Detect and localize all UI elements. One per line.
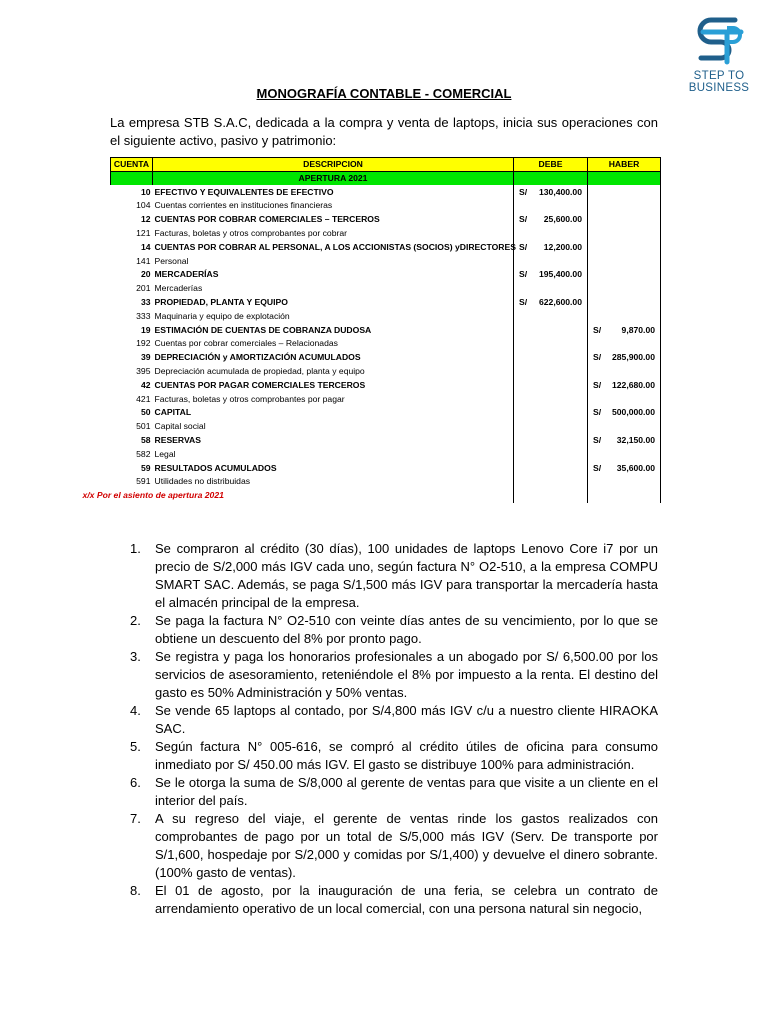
debe-cell — [514, 240, 588, 254]
table-row — [111, 323, 661, 337]
account-code: 42 — [140, 379, 151, 390]
haber-amount: 9,870.00 — [621, 324, 655, 335]
debe-cell — [514, 378, 588, 392]
account-description: Facturas, boletas y otros comprobantes por pagar — [154, 393, 345, 404]
debe-cell — [514, 475, 588, 489]
debe-currency: S/ — [519, 297, 528, 308]
haber-currency: S/ — [593, 435, 602, 446]
haber-cell — [588, 296, 661, 310]
debe-cell — [514, 420, 588, 434]
account-code: 19 — [140, 324, 151, 335]
table-row — [111, 213, 661, 227]
item-number: 4. — [130, 703, 141, 718]
header-cuenta: CUENTA — [111, 158, 153, 172]
document-title: MONOGRAFÍA CONTABLE - COMERCIAL — [256, 86, 512, 101]
account-description: Capital social — [154, 421, 206, 432]
item-text: Se vende 65 laptops al contado, por S/4,800 más IGV c/u a nuestro cliente HIRAOKA SAC. — [155, 703, 658, 736]
haber-cell — [588, 434, 661, 448]
account-code: 582 — [136, 448, 151, 459]
haber-amount: 285,900.00 — [611, 352, 655, 363]
debe-cell — [514, 227, 588, 241]
debe-cell — [514, 323, 588, 337]
item-text: Se paga la factura N° O2-510 con veinte días antes de su vencimiento, por lo que se obtiene un descuento del 8% por pronto pago. — [155, 613, 658, 646]
apertura-label: APERTURA 2021 — [153, 172, 514, 186]
table-row — [111, 475, 661, 489]
haber-cell — [588, 268, 661, 282]
account-description: DEPRECIACIÓN y AMORTIZACIÓN ACUMULADOS — [154, 352, 361, 363]
table-row — [111, 282, 661, 296]
debe-amount: 622,600.00 — [538, 297, 582, 308]
operations-list — [130, 540, 658, 918]
haber-cell — [588, 282, 661, 296]
haber-cell — [588, 475, 661, 489]
item-number: 2. — [130, 613, 141, 628]
haber-cell — [588, 227, 661, 241]
account-description: CUENTAS POR COBRAR COMERCIALES – TERCEROS — [154, 214, 380, 225]
item-text: El 01 de agosto, por la inauguración de una feria, se celebra un contrato de arrendamiento operativo de un local comercial, con una persona natural sin negocio, — [155, 883, 658, 916]
debe-cell — [514, 365, 588, 379]
logo-line2: BUSINESS — [688, 82, 750, 94]
table-row — [111, 240, 661, 254]
item-text: Se registra y paga los honorarios profesionales a un abogado por S/ 6,500.00 por los servicios de asesoramiento, reteniéndole el 8% por impuesto a la renta. El destino del gasto es 50% Administración y 50% ventas. — [155, 649, 658, 700]
table-row — [111, 254, 661, 268]
step-to-business-logo — [680, 14, 758, 96]
list-item — [130, 648, 658, 702]
account-description: CUENTAS POR PAGAR COMERCIALES TERCEROS — [154, 379, 366, 390]
opening-entry-table — [82, 157, 661, 503]
list-item — [130, 540, 658, 612]
haber-cell — [588, 323, 661, 337]
table-row — [111, 296, 661, 310]
account-code: 39 — [140, 352, 151, 363]
table-row — [111, 309, 661, 323]
list-item — [130, 612, 658, 648]
debe-cell — [514, 447, 588, 461]
haber-currency: S/ — [593, 324, 602, 335]
debe-currency: S/ — [519, 186, 528, 197]
haber-cell — [588, 240, 661, 254]
account-description: Cuentas corrientes en instituciones financieras — [154, 200, 333, 211]
account-description: RESERVAS — [154, 435, 201, 446]
account-description: Maquinaria y equipo de explotación — [154, 310, 290, 321]
account-code: 10 — [140, 186, 151, 197]
haber-cell — [588, 337, 661, 351]
item-number: 3. — [130, 649, 141, 664]
debe-cell — [514, 351, 588, 365]
apertura-band — [111, 172, 661, 186]
haber-currency: S/ — [593, 352, 602, 363]
table-row — [111, 185, 661, 199]
account-code: 591 — [136, 476, 151, 487]
debe-cell — [514, 461, 588, 475]
account-code: 59 — [140, 462, 151, 473]
haber-currency: S/ — [593, 462, 602, 473]
list-item — [130, 810, 658, 882]
debe-cell — [514, 392, 588, 406]
haber-amount: 35,600.00 — [616, 462, 655, 473]
account-code: 121 — [136, 228, 151, 239]
table-header-row — [111, 158, 661, 172]
item-text: Se le otorga la suma de S/8,000 al gerente de ventas para que visite a un cliente en el interior del país. — [155, 775, 658, 808]
debe-currency: S/ — [519, 269, 528, 280]
table-row — [111, 378, 661, 392]
account-code: 201 — [136, 283, 151, 294]
haber-amount: 32,150.00 — [616, 435, 655, 446]
item-number: 6. — [130, 775, 141, 790]
debe-currency: S/ — [519, 241, 528, 252]
item-number: 1. — [130, 541, 141, 556]
list-item — [130, 882, 658, 918]
account-code: 395 — [136, 366, 151, 377]
item-text: Se compraron al crédito (30 días), 100 unidades de laptops Lenovo Core i7 por un precio de S/2,000 más IGV cada uno, según factura N° O2-510, a la empresa COMPU SMART SAC. Además, se paga S/1,500 más IGV para transportar la mercadería hasta el almacén principal de la empresa. — [155, 541, 658, 610]
debe-cell — [514, 434, 588, 448]
haber-amount: 500,000.00 — [611, 407, 655, 418]
account-description: Utilidades no distribuidas — [154, 476, 251, 487]
account-code: 333 — [136, 310, 151, 321]
intro-paragraph: La empresa STB S.A.C, dedicada a la compra y venta de laptops, inicia sus operaciones con el siguiente activo, pasivo y patrimonio: — [110, 115, 658, 148]
haber-cell — [588, 213, 661, 227]
table-row — [111, 351, 661, 365]
logo-line1: STEP TO — [693, 70, 745, 82]
list-item — [130, 702, 658, 738]
haber-currency: S/ — [593, 407, 602, 418]
table-row — [111, 199, 661, 213]
account-code: 14 — [140, 241, 151, 252]
item-text: Según factura N° 005-616, se compró al crédito útiles de oficina para consumo inmediato por S/ 450.00 más IGV. El gasto se distribuye 100% para administración. — [155, 739, 658, 772]
table-row — [111, 420, 661, 434]
header-haber: HABER — [588, 158, 661, 172]
account-description: Mercaderías — [154, 283, 203, 294]
debe-cell — [514, 254, 588, 268]
account-description: Personal — [154, 255, 189, 266]
item-number: 8. — [130, 883, 141, 898]
account-code: 192 — [136, 338, 151, 349]
table-row — [111, 461, 661, 475]
opening-note: x/x Por el asiento de apertura 2021 — [82, 489, 224, 500]
haber-cell — [588, 351, 661, 365]
debe-cell — [514, 199, 588, 213]
account-description: PROPIEDAD, PLANTA Y EQUIPO — [154, 297, 288, 308]
debe-cell — [514, 185, 588, 199]
account-code: 20 — [140, 269, 151, 280]
debe-amount: 25,600.00 — [543, 214, 582, 225]
account-code: 50 — [140, 407, 151, 418]
account-description: Depreciación acumulada de propiedad, planta y equipo — [154, 366, 365, 377]
account-description: Facturas, boletas y otros comprobantes por cobrar — [154, 228, 347, 239]
debe-amount: 130,400.00 — [538, 186, 582, 197]
list-item — [130, 774, 658, 810]
account-description: Cuentas por cobrar comerciales – Relacionadas — [154, 338, 338, 349]
account-description: CUENTAS POR COBRAR AL PERSONAL, A LOS ACCIONISTAS (SOCIOS) yDIRECTORES — [154, 241, 516, 252]
account-description: RESULTADOS ACUMULADOS — [154, 462, 277, 473]
account-code: 104 — [136, 200, 151, 211]
table-row — [111, 392, 661, 406]
header-debe: DEBE — [514, 158, 588, 172]
debe-cell — [514, 282, 588, 296]
table-row — [111, 337, 661, 351]
account-code: 12 — [140, 214, 151, 225]
header-descripcion: DESCRIPCION — [153, 158, 514, 172]
haber-cell — [588, 420, 661, 434]
haber-cell — [588, 309, 661, 323]
opening-note-row — [111, 489, 661, 503]
haber-amount: 122,680.00 — [611, 379, 655, 390]
stb-logo-icon — [691, 14, 747, 68]
haber-cell — [588, 392, 661, 406]
account-code: 501 — [136, 421, 151, 432]
haber-cell — [588, 254, 661, 268]
haber-cell — [588, 378, 661, 392]
debe-cell — [514, 406, 588, 420]
account-code: 141 — [136, 255, 151, 266]
debe-amount: 12,200.00 — [543, 241, 582, 252]
table-row — [111, 365, 661, 379]
table-row — [111, 447, 661, 461]
debe-cell — [514, 296, 588, 310]
debe-amount: 195,400.00 — [538, 269, 582, 280]
account-description: Legal — [154, 448, 176, 459]
account-description: EFECTIVO Y EQUIVALENTES DE EFECTIVO — [154, 186, 334, 197]
haber-cell — [588, 461, 661, 475]
haber-cell — [588, 365, 661, 379]
item-number: 7. — [130, 811, 141, 826]
table-row — [111, 434, 661, 448]
table-row — [111, 406, 661, 420]
haber-cell — [588, 185, 661, 199]
item-number: 5. — [130, 739, 141, 754]
account-description: ESTIMACIÓN DE CUENTAS DE COBRANZA DUDOSA — [154, 324, 372, 335]
haber-cell — [588, 447, 661, 461]
item-text: A su regreso del viaje, el gerente de ventas rinde los gastos realizados con comprobantes de pago por un total de S/5,000 más IGV (Serv. De transporte por S/1,600, hospedaje por S/2,000 y comidas por S/1,400) y devuelve el dinero sobrante. (100% gasto de ventas). — [155, 811, 658, 880]
account-code: 421 — [136, 393, 151, 404]
debe-currency: S/ — [519, 214, 528, 225]
table-row — [111, 227, 661, 241]
account-description: MERCADERÍAS — [154, 269, 219, 280]
debe-cell — [514, 337, 588, 351]
account-code: 33 — [140, 297, 151, 308]
haber-currency: S/ — [593, 379, 602, 390]
account-description: CAPITAL — [154, 407, 192, 418]
account-code: 58 — [140, 435, 151, 446]
debe-cell — [514, 268, 588, 282]
table-row — [111, 268, 661, 282]
haber-cell — [588, 406, 661, 420]
haber-cell — [588, 199, 661, 213]
list-item — [130, 738, 658, 774]
debe-cell — [514, 309, 588, 323]
debe-cell — [514, 213, 588, 227]
